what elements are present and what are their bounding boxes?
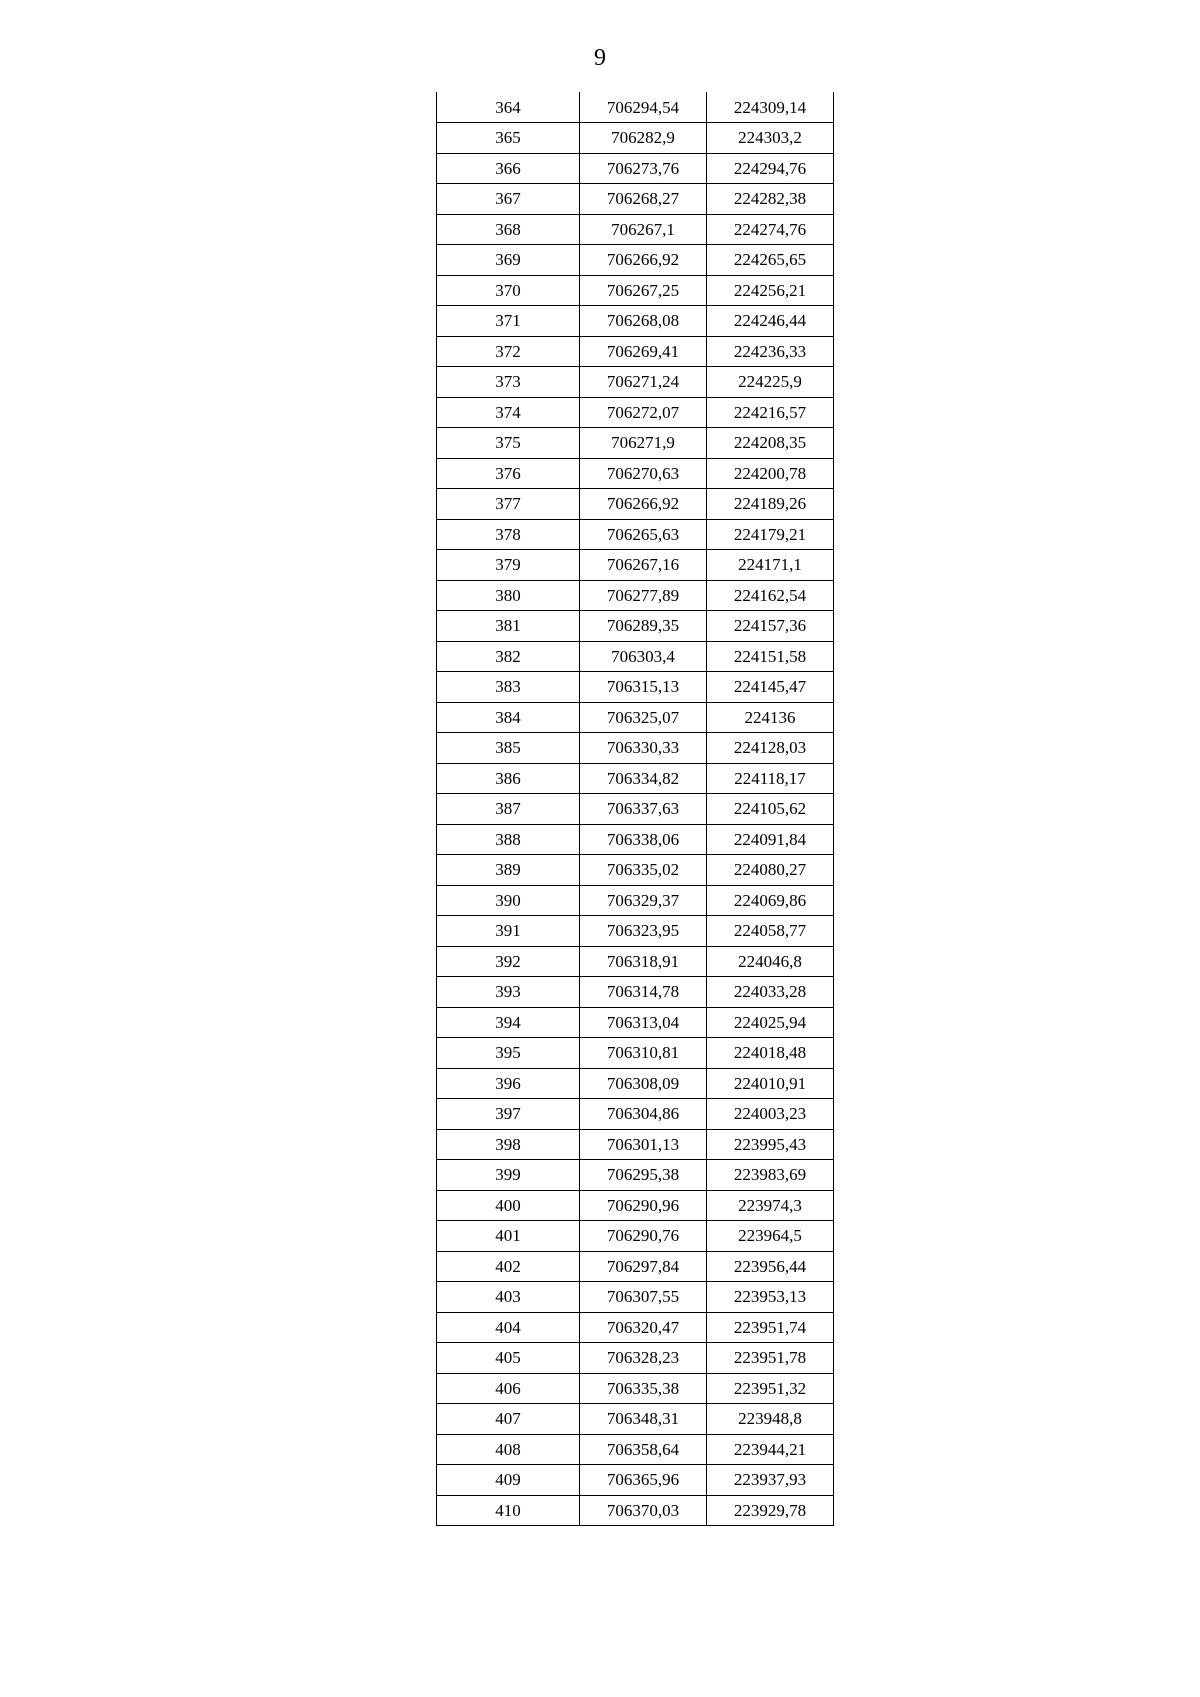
point-number-cell: 382 <box>437 641 580 672</box>
x-coordinate-cell: 706315,13 <box>580 672 707 703</box>
y-coordinate-cell: 224105,62 <box>707 794 834 825</box>
x-coordinate-cell: 706337,63 <box>580 794 707 825</box>
x-coordinate-cell: 706310,81 <box>580 1038 707 1069</box>
table-row <box>437 1099 834 1130</box>
y-coordinate-cell: 224162,54 <box>707 580 834 611</box>
x-coordinate-cell: 706301,13 <box>580 1129 707 1160</box>
y-coordinate-cell: 224091,84 <box>707 824 834 855</box>
x-coordinate-cell: 706269,41 <box>580 336 707 367</box>
x-coordinate-cell: 706335,38 <box>580 1373 707 1404</box>
y-coordinate-cell: 224046,8 <box>707 946 834 977</box>
x-coordinate-cell: 706272,07 <box>580 397 707 428</box>
table-row <box>437 1160 834 1191</box>
table-row <box>437 885 834 916</box>
y-coordinate-cell: 224025,94 <box>707 1007 834 1038</box>
y-coordinate-cell: 224246,44 <box>707 306 834 337</box>
point-number-cell: 403 <box>437 1282 580 1313</box>
point-number-cell: 401 <box>437 1221 580 1252</box>
table-row <box>437 824 834 855</box>
y-coordinate-cell: 224128,03 <box>707 733 834 764</box>
point-number-cell: 405 <box>437 1343 580 1374</box>
y-coordinate-cell: 223929,78 <box>707 1495 834 1526</box>
table-row <box>437 92 834 123</box>
x-coordinate-cell: 706289,35 <box>580 611 707 642</box>
point-number-cell: 378 <box>437 519 580 550</box>
y-coordinate-cell: 223951,32 <box>707 1373 834 1404</box>
point-number-cell: 402 <box>437 1251 580 1282</box>
table-row <box>437 1434 834 1465</box>
table-row <box>437 1465 834 1496</box>
table-row <box>437 184 834 215</box>
point-number-cell: 400 <box>437 1190 580 1221</box>
point-number-cell: 381 <box>437 611 580 642</box>
point-number-cell: 394 <box>437 1007 580 1038</box>
table-row <box>437 1068 834 1099</box>
y-coordinate-cell: 224225,9 <box>707 367 834 398</box>
point-number-cell: 404 <box>437 1312 580 1343</box>
point-number-cell: 388 <box>437 824 580 855</box>
coordinates-table-body <box>437 92 834 1526</box>
point-number-cell: 406 <box>437 1373 580 1404</box>
x-coordinate-cell: 706335,02 <box>580 855 707 886</box>
y-coordinate-cell: 224274,76 <box>707 214 834 245</box>
x-coordinate-cell: 706267,1 <box>580 214 707 245</box>
x-coordinate-cell: 706270,63 <box>580 458 707 489</box>
table-row <box>437 1373 834 1404</box>
y-coordinate-cell: 224018,48 <box>707 1038 834 1069</box>
table-row <box>437 428 834 459</box>
x-coordinate-cell: 706318,91 <box>580 946 707 977</box>
point-number-cell: 370 <box>437 275 580 306</box>
y-coordinate-cell: 223937,93 <box>707 1465 834 1496</box>
point-number-cell: 367 <box>437 184 580 215</box>
table-row <box>437 1251 834 1282</box>
point-number-cell: 374 <box>437 397 580 428</box>
table-row <box>437 1129 834 1160</box>
table-row <box>437 489 834 520</box>
y-coordinate-cell: 223953,13 <box>707 1282 834 1313</box>
table-row <box>437 153 834 184</box>
table-row <box>437 580 834 611</box>
y-coordinate-cell: 223948,8 <box>707 1404 834 1435</box>
x-coordinate-cell: 706307,55 <box>580 1282 707 1313</box>
y-coordinate-cell: 224265,65 <box>707 245 834 276</box>
point-number-cell: 410 <box>437 1495 580 1526</box>
y-coordinate-cell: 224200,78 <box>707 458 834 489</box>
y-coordinate-cell: 223956,44 <box>707 1251 834 1282</box>
x-coordinate-cell: 706266,92 <box>580 245 707 276</box>
table-row <box>437 1495 834 1526</box>
y-coordinate-cell: 224118,17 <box>707 763 834 794</box>
point-number-cell: 398 <box>437 1129 580 1160</box>
x-coordinate-cell: 706290,76 <box>580 1221 707 1252</box>
point-number-cell: 373 <box>437 367 580 398</box>
y-coordinate-cell: 223974,3 <box>707 1190 834 1221</box>
x-coordinate-cell: 706325,07 <box>580 702 707 733</box>
x-coordinate-cell: 706268,27 <box>580 184 707 215</box>
x-coordinate-cell: 706271,24 <box>580 367 707 398</box>
point-number-cell: 384 <box>437 702 580 733</box>
x-coordinate-cell: 706282,9 <box>580 123 707 154</box>
point-number-cell: 395 <box>437 1038 580 1069</box>
x-coordinate-cell: 706365,96 <box>580 1465 707 1496</box>
y-coordinate-cell: 224294,76 <box>707 153 834 184</box>
y-coordinate-cell: 224157,36 <box>707 611 834 642</box>
x-coordinate-cell: 706297,84 <box>580 1251 707 1282</box>
point-number-cell: 391 <box>437 916 580 947</box>
x-coordinate-cell: 706314,78 <box>580 977 707 1008</box>
y-coordinate-cell: 224309,14 <box>707 92 834 123</box>
point-number-cell: 379 <box>437 550 580 581</box>
point-number-cell: 365 <box>437 123 580 154</box>
y-coordinate-cell: 224208,35 <box>707 428 834 459</box>
y-coordinate-cell: 223951,78 <box>707 1343 834 1374</box>
y-coordinate-cell: 224256,21 <box>707 275 834 306</box>
table-row <box>437 275 834 306</box>
point-number-cell: 371 <box>437 306 580 337</box>
table-row <box>437 1404 834 1435</box>
y-coordinate-cell: 224282,38 <box>707 184 834 215</box>
x-coordinate-cell: 706267,16 <box>580 550 707 581</box>
y-coordinate-cell: 224151,58 <box>707 641 834 672</box>
x-coordinate-cell: 706273,76 <box>580 153 707 184</box>
point-number-cell: 389 <box>437 855 580 886</box>
x-coordinate-cell: 706323,95 <box>580 916 707 947</box>
table-row <box>437 794 834 825</box>
table-row <box>437 458 834 489</box>
y-coordinate-cell: 224033,28 <box>707 977 834 1008</box>
y-coordinate-cell: 223995,43 <box>707 1129 834 1160</box>
table-row <box>437 702 834 733</box>
point-number-cell: 383 <box>437 672 580 703</box>
point-number-cell: 375 <box>437 428 580 459</box>
y-coordinate-cell: 224010,91 <box>707 1068 834 1099</box>
x-coordinate-cell: 706330,33 <box>580 733 707 764</box>
y-coordinate-cell: 224003,23 <box>707 1099 834 1130</box>
x-coordinate-cell: 706266,92 <box>580 489 707 520</box>
x-coordinate-cell: 706370,03 <box>580 1495 707 1526</box>
y-coordinate-cell: 224236,33 <box>707 336 834 367</box>
y-coordinate-cell: 224189,26 <box>707 489 834 520</box>
point-number-cell: 397 <box>437 1099 580 1130</box>
point-number-cell: 409 <box>437 1465 580 1496</box>
y-coordinate-cell: 224136 <box>707 702 834 733</box>
table-row <box>437 306 834 337</box>
table-row <box>437 336 834 367</box>
y-coordinate-cell: 224080,27 <box>707 855 834 886</box>
page-number: 9 <box>594 45 606 71</box>
x-coordinate-cell: 706358,64 <box>580 1434 707 1465</box>
table-row <box>437 397 834 428</box>
point-number-cell: 387 <box>437 794 580 825</box>
y-coordinate-cell: 223951,74 <box>707 1312 834 1343</box>
x-coordinate-cell: 706290,96 <box>580 1190 707 1221</box>
table-row <box>437 977 834 1008</box>
table-row <box>437 123 834 154</box>
point-number-cell: 399 <box>437 1160 580 1191</box>
y-coordinate-cell: 224058,77 <box>707 916 834 947</box>
table-row <box>437 519 834 550</box>
table-row <box>437 611 834 642</box>
point-number-cell: 385 <box>437 733 580 764</box>
point-number-cell: 376 <box>437 458 580 489</box>
table-row <box>437 855 834 886</box>
point-number-cell: 368 <box>437 214 580 245</box>
y-coordinate-cell: 224171,1 <box>707 550 834 581</box>
point-number-cell: 369 <box>437 245 580 276</box>
point-number-cell: 366 <box>437 153 580 184</box>
x-coordinate-cell: 706313,04 <box>580 1007 707 1038</box>
table-row <box>437 946 834 977</box>
x-coordinate-cell: 706303,4 <box>580 641 707 672</box>
table-row <box>437 1038 834 1069</box>
y-coordinate-cell: 223964,5 <box>707 1221 834 1252</box>
table-row <box>437 1343 834 1374</box>
table-row <box>437 367 834 398</box>
x-coordinate-cell: 706348,31 <box>580 1404 707 1435</box>
y-coordinate-cell: 224179,21 <box>707 519 834 550</box>
x-coordinate-cell: 706308,09 <box>580 1068 707 1099</box>
table-row <box>437 916 834 947</box>
y-coordinate-cell: 224303,2 <box>707 123 834 154</box>
x-coordinate-cell: 706334,82 <box>580 763 707 794</box>
x-coordinate-cell: 706271,9 <box>580 428 707 459</box>
x-coordinate-cell: 706329,37 <box>580 885 707 916</box>
y-coordinate-cell: 223944,21 <box>707 1434 834 1465</box>
table-row <box>437 245 834 276</box>
y-coordinate-cell: 223983,69 <box>707 1160 834 1191</box>
x-coordinate-cell: 706277,89 <box>580 580 707 611</box>
x-coordinate-cell: 706294,54 <box>580 92 707 123</box>
point-number-cell: 396 <box>437 1068 580 1099</box>
table-row <box>437 1007 834 1038</box>
table-row <box>437 1312 834 1343</box>
point-number-cell: 377 <box>437 489 580 520</box>
y-coordinate-cell: 224069,86 <box>707 885 834 916</box>
point-number-cell: 408 <box>437 1434 580 1465</box>
y-coordinate-cell: 224216,57 <box>707 397 834 428</box>
x-coordinate-cell: 706338,06 <box>580 824 707 855</box>
point-number-cell: 393 <box>437 977 580 1008</box>
point-number-cell: 407 <box>437 1404 580 1435</box>
point-number-cell: 364 <box>437 92 580 123</box>
table-row <box>437 763 834 794</box>
x-coordinate-cell: 706304,86 <box>580 1099 707 1130</box>
table-row <box>437 214 834 245</box>
x-coordinate-cell: 706268,08 <box>580 306 707 337</box>
x-coordinate-cell: 706328,23 <box>580 1343 707 1374</box>
x-coordinate-cell: 706265,63 <box>580 519 707 550</box>
point-number-cell: 372 <box>437 336 580 367</box>
point-number-cell: 390 <box>437 885 580 916</box>
table-row <box>437 1190 834 1221</box>
table-row <box>437 550 834 581</box>
x-coordinate-cell: 706295,38 <box>580 1160 707 1191</box>
table-row <box>437 1221 834 1252</box>
point-number-cell: 392 <box>437 946 580 977</box>
table-row <box>437 1282 834 1313</box>
point-number-cell: 380 <box>437 580 580 611</box>
y-coordinate-cell: 224145,47 <box>707 672 834 703</box>
table-row <box>437 672 834 703</box>
x-coordinate-cell: 706267,25 <box>580 275 707 306</box>
table-row <box>437 641 834 672</box>
point-number-cell: 386 <box>437 763 580 794</box>
coordinates-table <box>436 92 834 1526</box>
table-row <box>437 733 834 764</box>
x-coordinate-cell: 706320,47 <box>580 1312 707 1343</box>
